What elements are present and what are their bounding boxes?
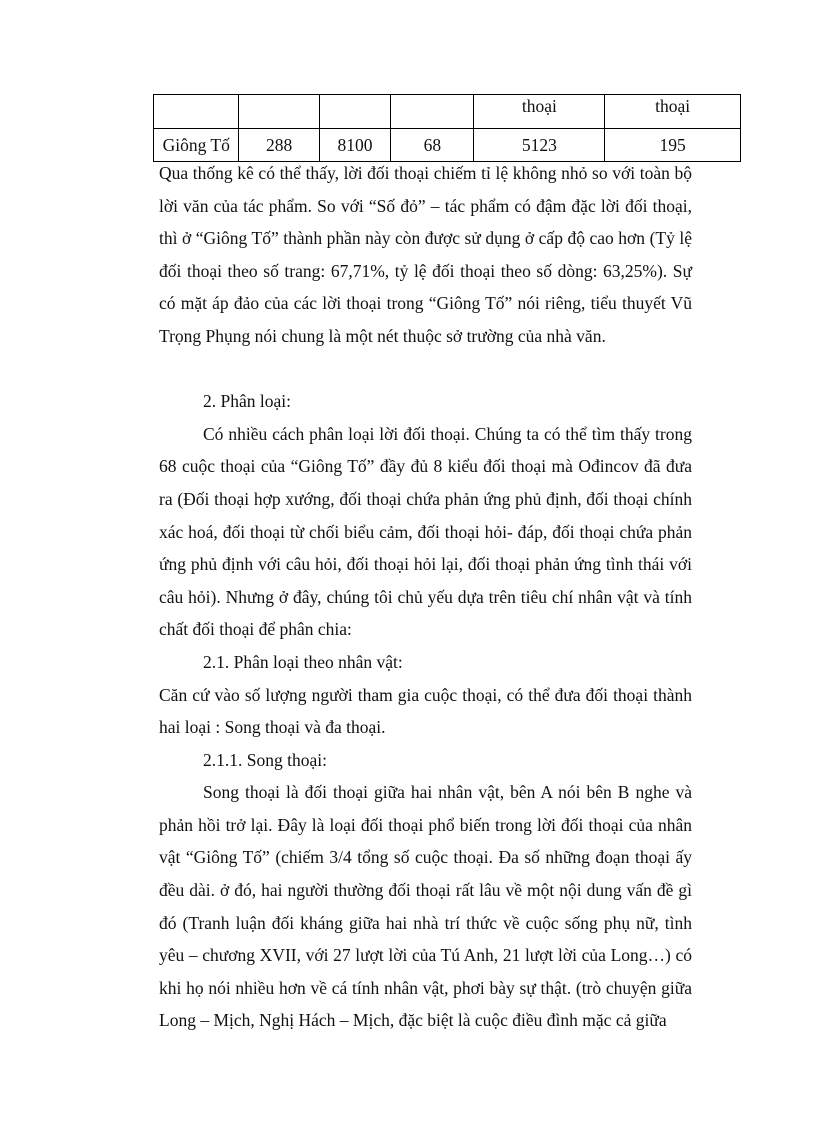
- table-cell: 68: [391, 129, 474, 162]
- table-row: [154, 95, 741, 129]
- table-cell: 195: [605, 129, 741, 162]
- statistics-table: [153, 94, 741, 162]
- table-cell: thoại: [474, 95, 605, 129]
- table-cell: 288: [239, 129, 319, 162]
- table-cell: 8100: [319, 129, 391, 162]
- table-cell: [239, 95, 319, 129]
- body-text: [159, 157, 692, 1037]
- paragraph-classification-intro: Có nhiều cách phân loại lời đối thoại. Chúng ta có thể tìm thấy trong 68 cuộc thoại của “Giông Tố” đầy đủ 8 kiểu đối thoại mà Ođincov đã đưa ra (Đối thoại hợp xướng, đối thoại chứa phản ứng phủ định, đối thoại chính xác hoá, đối thoại từ chối biểu cảm, đối thoại hỏi- đáp, đối thoại chứa phản ứng phủ định với câu hỏi, đối thoại hỏi lại, đối thoại phản ứng tình thái với câu hỏi). Nhưng ở đây, chúng tôi chủ yếu dựa trên tiêu chí nhân vật và tính chất đối thoại để phân chia:: [159, 423, 692, 640]
- table-cell: [319, 95, 391, 129]
- table-cell: 5123: [474, 129, 605, 162]
- section-heading-dialogue: 2.1.1. Song thoại:: [203, 749, 327, 770]
- table-cell: [391, 95, 474, 129]
- paragraph-participants: Căn cứ vào số lượng người tham gia cuộc thoại, có thể đưa đối thoại thành hai loại : Song thoại và đa thoại.: [159, 684, 692, 738]
- table-cell: Giông Tố: [154, 129, 239, 162]
- paragraph-dialogue: Song thoại là đối thoại giữa hai nhân vật, bên A nói bên B nghe và phản hồi trở lại. Đây là loại đối thoại phổ biến trong lời đối thoại của nhân vật “Giông Tố” (chiếm 3/4 tổng số cuộc thoại. Đa số những đoạn thoại ấy đều dài. ở đó, hai người thường đối thoại rất lâu về một nội dung vấn đề gì đó (Tranh luận đối kháng giữa hai nhà trí thức về cuộc sống phụ nữ, tình yêu – chương XVII, với 27 lượt lời của Tú Anh, 21 lượt lời của Long…) có khi họ nói nhiều hơn về cá tính nhân vật, phơi bày sự thật. (trò chuyện giữa Long – Mịch, Nghị Hách – Mịch, đặc biệt là cuộc điều đình mặc cả giữa: [159, 782, 692, 1031]
- table-cell: thoại: [605, 95, 741, 129]
- paragraph-statistics-summary: Qua thống kê có thể thấy, lời đối thoại chiếm tỉ lệ không nhỏ so với toàn bộ lời văn của tác phẩm. So với “Số đỏ” – tác phẩm có đậm đặc lời đối thoại, thì ở “Giông Tố” thành phần này còn được sử dụng ở cấp độ cao hơn (Tỷ lệ đối thoại theo số trang: 67,71%, tỷ lệ đối thoại theo số dòng: 63,25%). Sự có mặt áp đảo của các lời thoại trong “Giông Tố” nói riêng, tiểu thuyết Vũ Trọng Phụng nói chung là một nét thuộc sở trường của nhà văn.: [159, 163, 692, 346]
- paragraph-gap: [159, 353, 692, 386]
- section-heading-by-character: 2.1. Phân loại theo nhân vật:: [203, 651, 403, 672]
- section-heading-classification: 2. Phân loại:: [203, 391, 291, 412]
- table-cell: [154, 95, 239, 129]
